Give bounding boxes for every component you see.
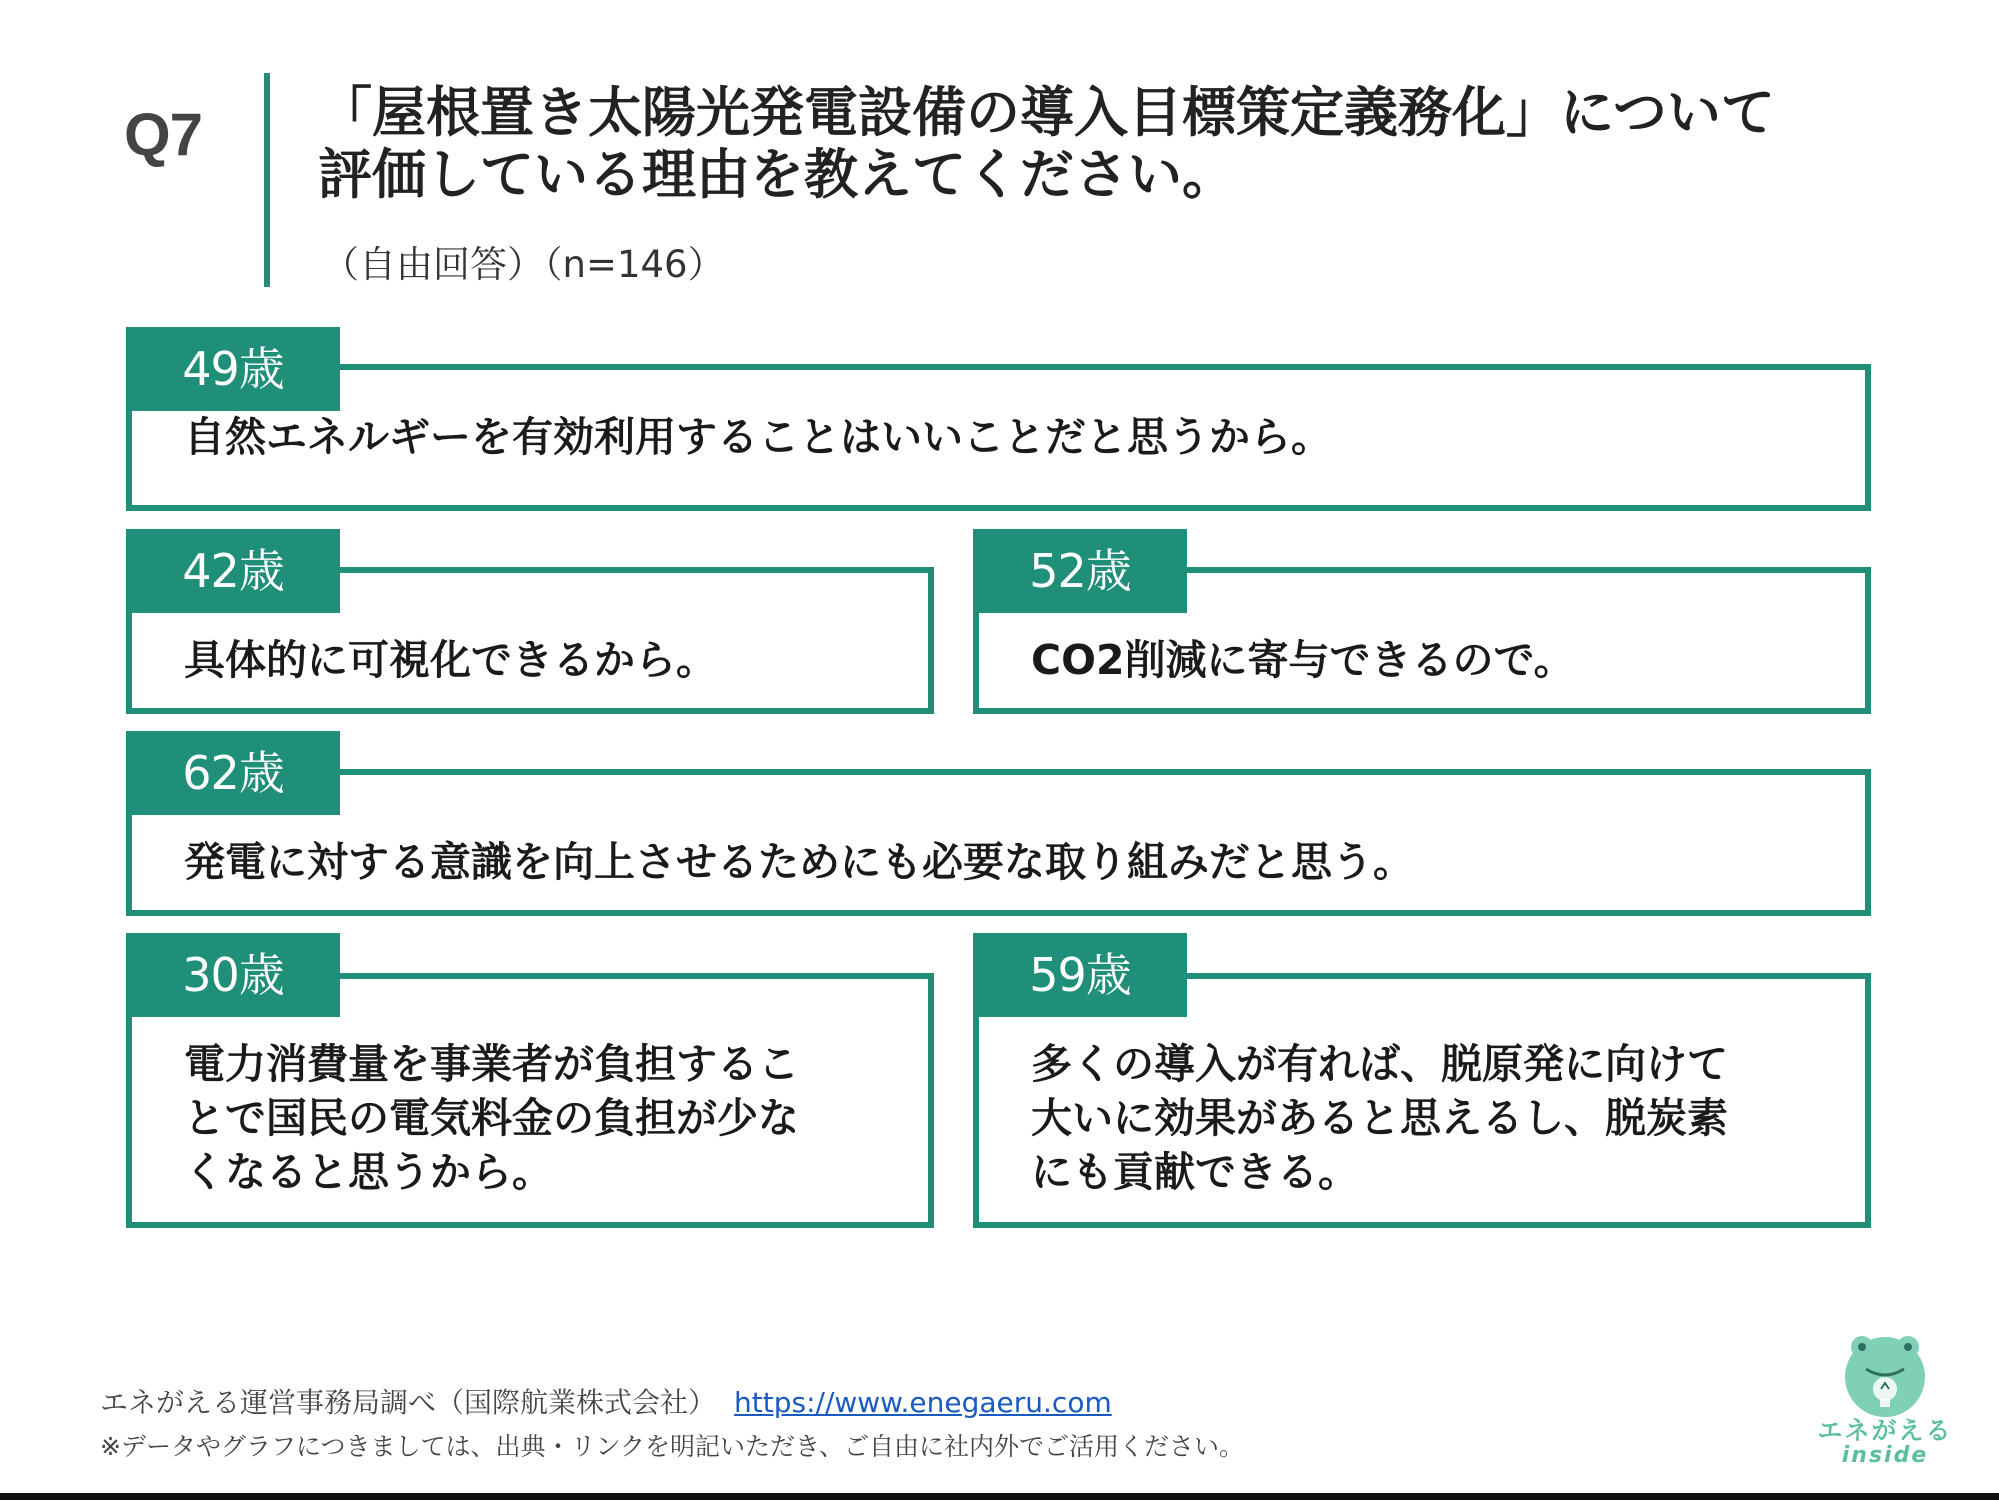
logo-subtext: inside bbox=[1841, 1443, 1929, 1468]
source-text: エネがえる運営事務局調べ（国際航業株式会社） bbox=[100, 1386, 717, 1419]
enegaeru-logo bbox=[1810, 1325, 1960, 1475]
response-text: 多くの導入が有れば、脱原発に向けて 大いに効果があると思えるし、脱炭素 にも貢献できる。 bbox=[1031, 1040, 1728, 1196]
source-credit bbox=[100, 1381, 1112, 1421]
response-text: 自然エネルギーを有効利用することはいいことだと思うから。 bbox=[184, 413, 1332, 461]
age-tab-52: 52歳 bbox=[973, 529, 1187, 613]
response-card-49 bbox=[126, 364, 1871, 511]
bottom-border bbox=[0, 1493, 1999, 1500]
logo-text: エネがえる bbox=[1817, 1416, 1953, 1445]
page-title: 「屋根置き太陽光発電設備の導入目標策定義務化」について 評価している理由を教えてください。 bbox=[318, 81, 1775, 206]
response-text: 発電に対する意識を向上させるためにも必要な取り組みだと思う。 bbox=[184, 838, 1414, 886]
usage-note: ※データやグラフにつきましては、出典・リンクを明記いただき、ご自由に社内外でご活用ください。 bbox=[100, 1432, 1244, 1461]
response-text: CO2削減に寄与できるので。 bbox=[1031, 636, 1575, 684]
age-tab-59: 59歳 bbox=[973, 933, 1187, 1017]
response-text: 具体的に可視化できるから。 bbox=[184, 636, 717, 684]
header-divider bbox=[264, 73, 270, 287]
response-card-62 bbox=[126, 769, 1871, 916]
source-link[interactable]: https://www.enegaeru.com bbox=[734, 1386, 1112, 1419]
age-tab-30: 30歳 bbox=[126, 933, 340, 1017]
question-number: Q7 bbox=[124, 101, 203, 168]
response-text: 電力消費量を事業者が負担するこ とで国民の電気料金の負担が少な くなると思うから。 bbox=[184, 1040, 799, 1196]
frog-lightbulb-icon bbox=[1832, 1325, 1938, 1417]
page-subtitle: （自由回答）（n=146） bbox=[322, 243, 725, 286]
age-tab-62: 62歳 bbox=[126, 731, 340, 815]
age-tab-42: 42歳 bbox=[126, 529, 340, 613]
age-tab-49: 49歳 bbox=[126, 327, 340, 411]
